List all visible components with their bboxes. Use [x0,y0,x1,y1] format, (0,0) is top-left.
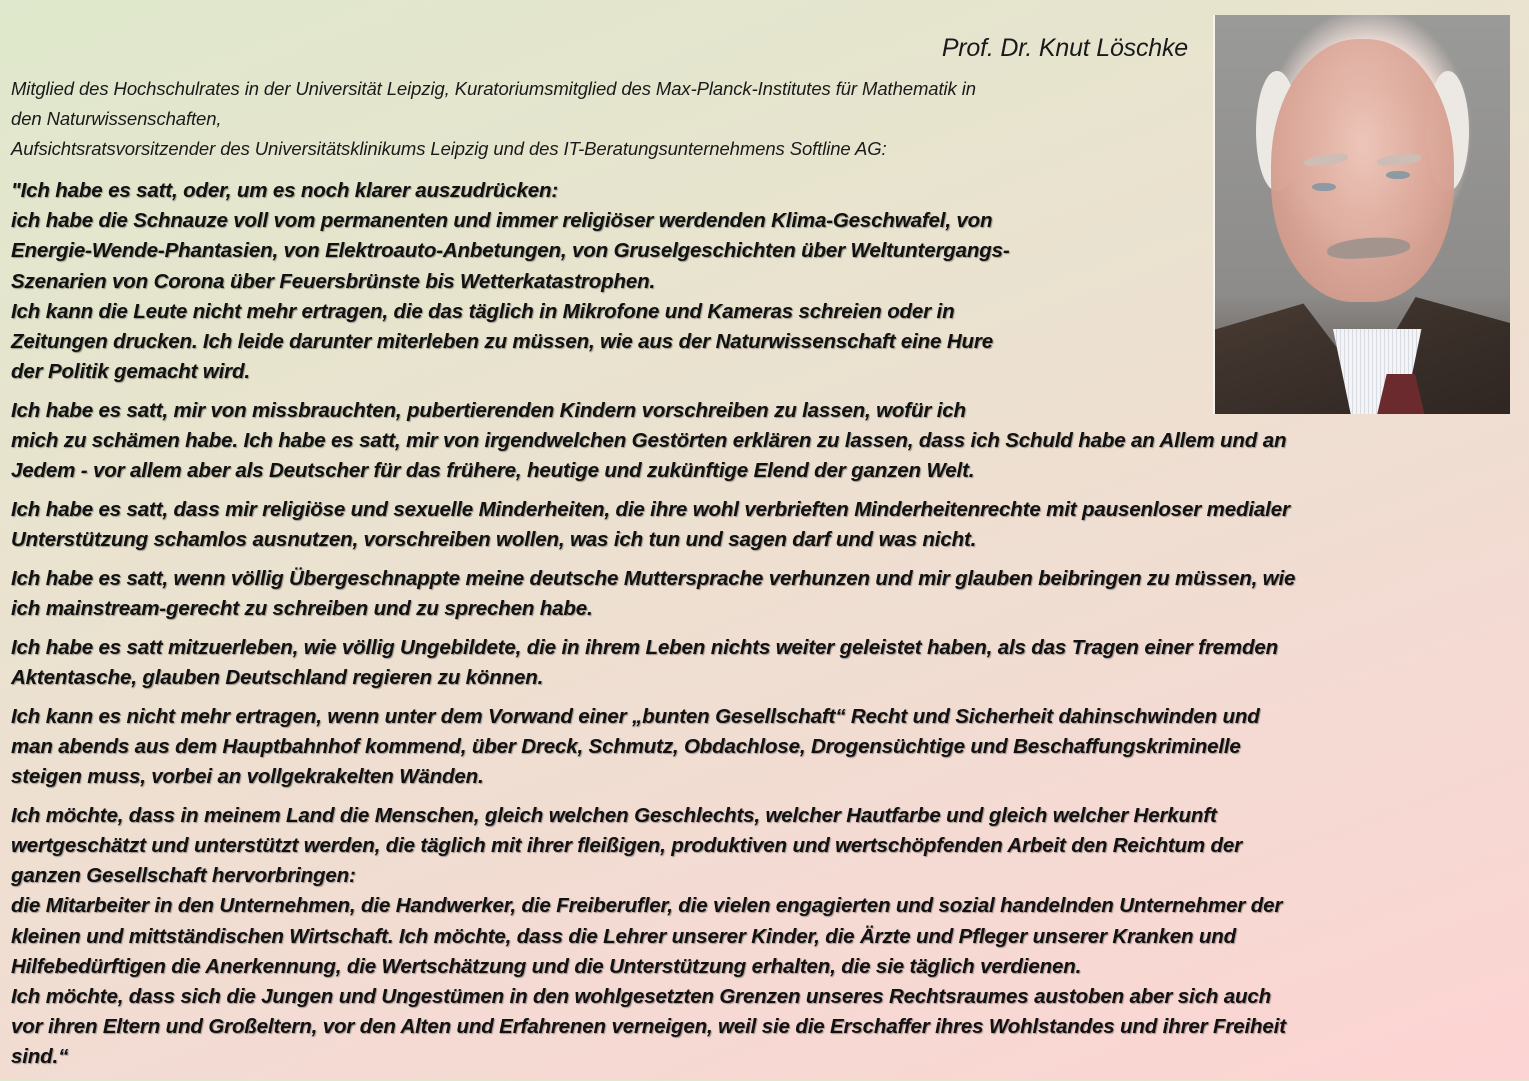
quote-line: Ich habe es satt mitzuerleben, wie völlig Ungebildete, die in ihrem Leben nichts weiter geleistet haben, als das Tragen einer fremden [11,635,1278,659]
quote-line: sind.“ [11,1045,69,1069]
quote-paragraph [11,176,1526,387]
quote-line: Szenarien von Corona über Feuersbrünste bis Wetterkatastrophen. [11,269,656,293]
quote-paragraph [11,702,1526,793]
quote-line: Jedem - vor allem aber als Deutscher für das frühere, heutige und zukünftige Elend der ganzen Welt. [11,459,975,483]
quote-line: wertgeschätzt und unterstützt werden, die täglich mit ihrer fleißigen, produktiven und wertschöpfenden Arbeit den Reichtum der [11,834,1242,858]
quote-line: Ich habe es satt, mir von missbrauchten, pubertierenden Kindern vorschreiben zu lassen, wofür ich [11,398,966,422]
author-name: Prof. Dr. Knut Löschke [941,34,1188,62]
role-line: Aufsichtsratsvorsitzender des Universitätsklinikums Leipzig und des IT-Beratungsunternehmens Softline AG: [11,138,887,159]
quote-line: Energie-Wende-Phantasien, von Elektroauto-Anbetungen, von Gruselgeschichten über Weltuntergangs- [11,239,1010,263]
quote-line: Ich möchte, dass sich die Jungen und Ungestümen in den wohlgesetzten Grenzen unseres Rechtsraumes austoben aber sich auch [11,985,1271,1009]
quote-line: Ich kann die Leute nicht mehr ertragen, die das täglich in Mikrofone und Kameras schreien oder in [11,299,955,323]
quote-line: Zeitungen drucken. Ich leide darunter miterleben zu müssen, wie aus der Naturwissenschaft eine Hure [11,330,993,354]
quote-line: ich habe die Schnauze voll vom permanenten und immer religiöser werdenden Klima-Geschwafel, von [11,209,993,233]
quote-line: man abends aus dem Hauptbahnhof kommend, über Dreck, Schmutz, Obdachlose, Drogensüchtige und Beschaffungskriminelle [11,734,1241,758]
quote-line: "Ich habe es satt, oder, um es noch klarer auszudrücken: [11,179,559,202]
quote-line: Aktentasche, glauben Deutschland regieren zu können. [11,666,544,690]
quote-line: steigen muss, vorbei an vollgekrakelten Wänden. [11,765,484,789]
quote-body [11,176,1526,1081]
quote-line: mich zu schämen habe. Ich habe es satt, mir von irgendwelchen Gestörten erklären zu lassen, dass ich Schuld habe an Allem und an [11,429,1287,453]
quote-line: ich mainstream-gerecht zu schreiben und zu sprechen habe. [11,597,593,621]
quote-line: Unterstützung schamlos ausnutzen, vorschreiben wollen, was ich tun und sagen darf und was nicht. [11,528,977,552]
quote-paragraph [11,633,1526,693]
quote-paragraph [11,801,1526,1073]
quote-paragraph [11,564,1526,624]
quote-line: Ich habe es satt, dass mir religiöse und sexuelle Minderheiten, die ihre wohl verbrieften Minderheitenrechte mit pausenloser medialer [11,498,1290,522]
quote-line: vor ihren Eltern und Großeltern, vor den Alten und Erfahrenen verneigen, weil sie die Erschaffer ihres Wohlstandes und ihrer Freiheit [11,1015,1286,1039]
quote-line: Ich kann es nicht mehr ertragen, wenn unter dem Vorwand einer „bunten Gesellschaft“ Recht und Sicherheit dahinschwinden und [11,704,1260,728]
quote-paragraph [11,396,1526,487]
quote-line: kleinen und mittständischen Wirtschaft. Ich möchte, dass die Lehrer unserer Kinder, die Ärzte und Pfleger unserer Kranken und [11,924,1237,948]
author-roles [11,74,1191,164]
role-line: Mitglied des Hochschulrates in der Universität Leipzig, Kuratoriumsmitglied des Max-Planck-Institutes für Mathematik in [11,78,976,99]
quote-line: Ich habe es satt, wenn völlig Übergeschnappte meine deutsche Muttersprache verhunzen und mir glauben beibringen zu müssen, wie [11,566,1296,590]
quote-line: die Mitarbeiter in den Unternehmen, die Handwerker, die Freiberufler, die vielen engagierten und sozial handelnden Unternehmer der [11,894,1283,918]
role-line: den Naturwissenschaften, [11,108,222,129]
quote-paragraph [11,495,1526,555]
quote-line: Hilfebedürftigen die Anerkennung, die Wertschätzung und die Unterstützung erhalten, die sie täglich verdienen. [11,954,1082,978]
quote-line: der Politik gemacht wird. [11,360,250,384]
quote-line: ganzen Gesellschaft hervorbringen: [11,864,356,888]
quote-line: Ich möchte, dass in meinem Land die Menschen, gleich welchen Geschlechts, welcher Hautfarbe und gleich welcher Herkunft [11,803,1217,827]
